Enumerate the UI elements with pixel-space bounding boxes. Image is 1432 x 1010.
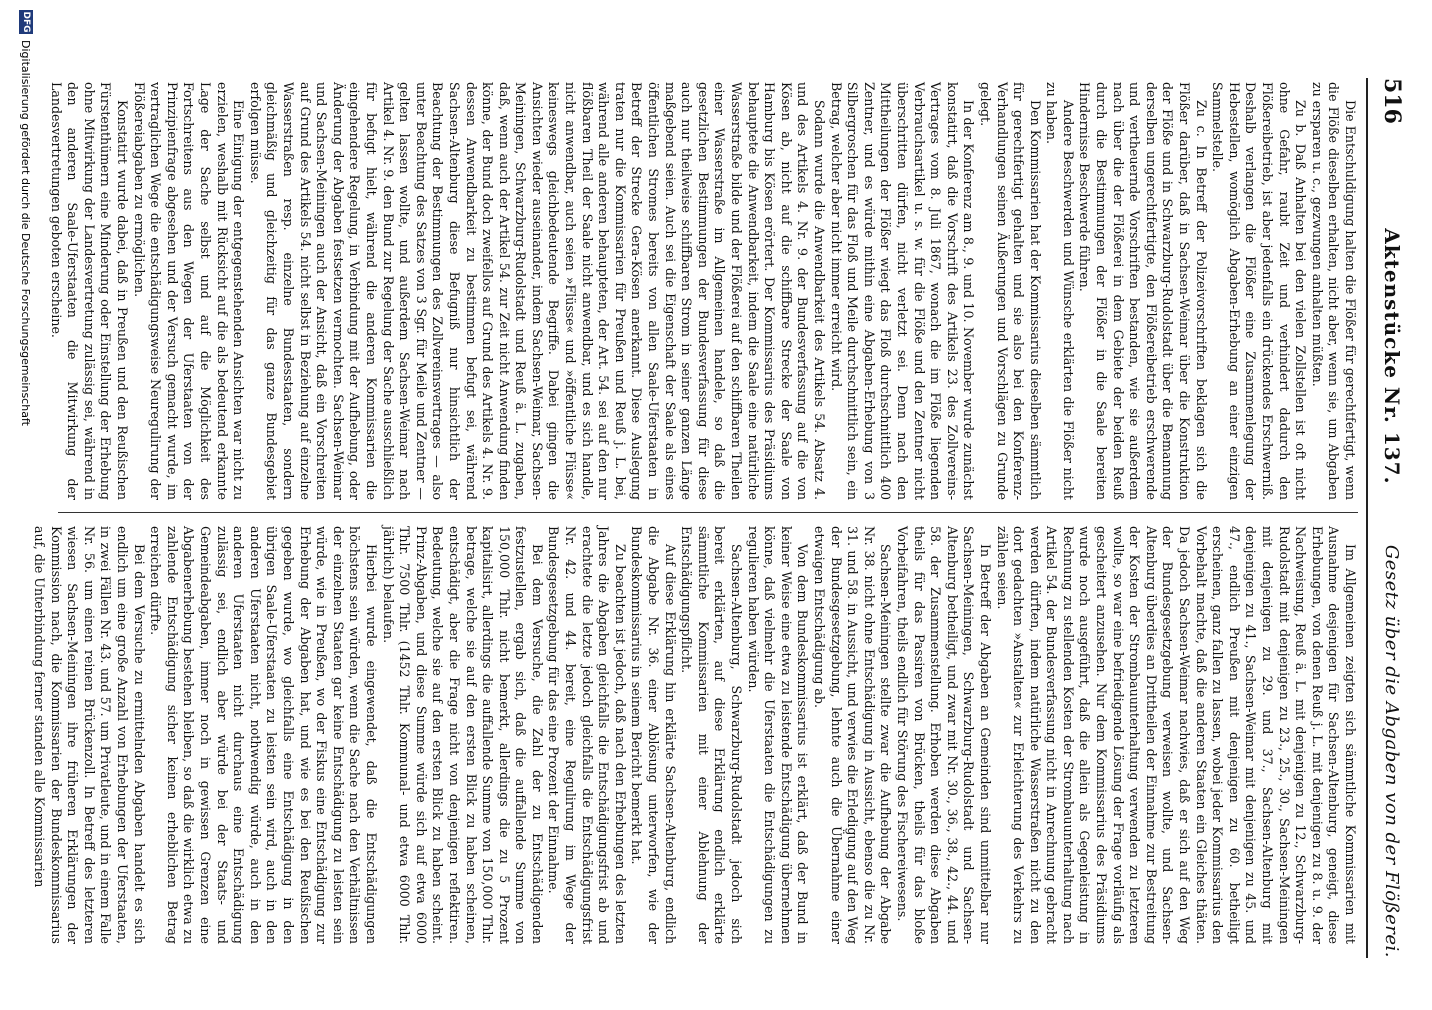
paragraph: Sachsen-Meiningen stellte zwar die Aufhebung der Abgabe Nr. 38. nicht ohne Entschädigung in Aussicht, ebenso die zu Nr. 31. und 58. in Aussicht, und verwies die Erledigung auf den Weg der Bundesgesetzgebung, lehnte auch die Übernahme einer etwaigen Entschädigung ab.	[812, 526, 894, 944]
paragraph: Von dem Bundeskommissarius ist erklärt, daß der Bund in keiner Weise eine etwa zu leistende Entschädigung übernehmen könne, daß vielmehr die Uferstaaten die Entschädigungen zu regulieren haben würden.	[745, 526, 811, 944]
paragraph: Bei dem Versuche, die Zahl der zu Entschädigenden festzustellen, ergab sich, daß die auffallende Summe von 150,000 Thlr. nicht bemerkt, allerdings die zu 5 Prozent kapitalisirt, allerdings die auffallende Summe von 150,000 Thlr. betrage, welche sie auf den ersten Blick zu haben scheinen, entschädigt, aber die Frage nicht von denjenigen reflektiren. Bedeutung, welche sie auf den ersten Blick zu haben scheint. Prinz-Abgaben, und diese Summe würde sich auf etwa 6000 Thlr. 7500 Thlr. (1452 Thlr. Kommunal- und etwa 6000 Thlr. jährlich) belaufen.	[380, 526, 545, 944]
paragraph: Die Entschuldigung halten die Flößer für gerechtfertigt, wenn die Flöße dieselben erhalten, nicht aber, wenn sie, um Abgaben zu ersparen u. c., gezwungen anhalten müßten.	[1309, 82, 1358, 500]
paragraph: Konstatirt wurde dabei, daß in Preußen und den Reußischen Fürstenthümern eine Minderung oder Einstellung der Erhebung ohne Mitwirkung der Landesvertretung zulässig sei, während in den anderen Saale-Uferstaaten die Mitwirkung der Landesvertretungen geboten erscheine.	[48, 82, 131, 500]
running-subtitle: Gesetz über die Abgaben von der Flößerei.	[1381, 544, 1403, 958]
paragraph: Zu c. In Betreff der Polizeivorschriften beklagen sich die Flößer darüber, daß in Sachsen-Weimar über die Konstruktion der Flöße und in Schwarzburg-Rudolstadt über die Bemannung derselben ungerechtfertigte, den Flößereibetrieb erschwerende und vertheuernde Vorschriften bestanden, wie sie außerdem nach über die der Flößerei in dem Gebiete der beiden Reuß durch die Bestimmungen der Flößer in die Saale bereiten Hindernisse Beschwerde führen.	[1077, 82, 1209, 500]
page-number: 516	[1379, 78, 1405, 124]
paragraph: Hierbei wurde eingewendet, daß die Entschädigungen höchstens sein würden, wenn die Sache nach den Verhältnissen der einzelnen Staaten gar keine Entschädigung zu leisten sein würde, wie in Preußen, wo der Fiskus eine Entschädigung zur Erhebung der Abgaben hat, und wie es bei den Reußischen gegeben wurde, wo gleichfalls eine Entschädigung in den übrigen Saale-Uferstaaten zu leisten sein wird, auch in den anderen Uferstaaten nicht, nothwendig würde, auch in den anderen Uferstaaten nicht durchaus eine Entschädigung zulässig sei, endlich aber würde bei der Staats- und Gemeindeabgaben, immer noch in gewissen Grenzen eine Abgabenerhebung bestehen bleiben, so daß die wirklich etwa zu zahlende Entschädigung sicher keinen erheblichen Betrag erreichen dürfte.	[148, 526, 379, 944]
header-rule	[1366, 78, 1368, 958]
paragraph: Eine Einigung der entgegenstehenden Ansichten war nicht zu erzielen, weshalb mit Rücksicht auf die als bedeutend erkannte Lage der Sache selbst und auf die Möglichkeit des Fortschreitens aus den Wegen der Uferstaaten von der Prinzipienfrage abgesehen und der Versuch gemacht wurde, im vertraglichen Wege die entschädigungsweise Neuregulirung der Flößereiabgaben zu ermöglichen.	[131, 82, 247, 500]
paragraph: Andere Beschwerden und Wünsche erklärten die Flößer nicht zu haben.	[1044, 82, 1076, 500]
left-column	[48, 82, 1358, 500]
paragraph: Zu b. Daß Anhalten bei den vielen Zollstellen ist oft nicht ohne Gefahr, raubt Zeit und verhindert dadurch den Flößereibetrieb, ist aber jedenfalls ein drückendes Erschwerniß. Deshalb verlangen die Flößer eine Zusammenlegung der Hebestellen, womöglich Abgaben-Erhebung an einer einzigen Sammelstelle.	[1210, 82, 1309, 500]
paragraph: Bei dem Versuche zu ermittelnden Abgaben handelt es sich endlich um eine große Anzahl von Erhebungen der Uferstaaten, in zwei Fällen Nr. 43. und 57. um Privatleute, und in einem Falle Nr. 56. um einen reinen Brückenzoll. In Betreff des letzteren wiesen Sachsen-Meiningen ihre früheren Erklärungen der Kommission nach, die Kommissarien der Bundeskommissarius auf, die Unterbindung ferner standen alle Kommissarien	[32, 526, 147, 944]
paragraph: Sachsen-Altenburg, Schwarzburg-Rudolstadt jedoch sich bereit erklärten, auf diese Erklärung endlich erklärte sämmtliche Kommissarien mit einer Ablehnung der Entschädigungspflicht.	[679, 526, 745, 944]
paragraph: In Betreff der Abgaben an Gemeinden sind unmittelbar nur Sachsen-Meiningen, Schwarzburg-Rudolstadt und Sachsen-Altenburg betheiligt, und zwar mit Nr. 30., 36., 38., 42., 44. und 58. der Zusammenstellung. Erhoben werden diese Abgaben theils für das Passiren von Brücken, theils für das bloße Vorbeifahren, theils endlich für Störung des Fischereiwesens.	[894, 526, 993, 944]
paragraph: Im Allgemeinen zeigten sich sämmtliche Kommissarien mit Ausnahme desjenigen für Sachsen-Altenburg, geneigt, diese Erhebungen, von denen Reuß j. L. mit denjenigen zu 8. u. 9. der Nachweisung, Reuß ä. L. mit denjenigen zu 12., Schwarzburg-Rudolstadt mit denjenigen zu 23., 25., 30., Sachsen-Meiningen mit denjenigen zu 29. und 37., Sachsen-Altenburg mit denjenigen zu 41., Sachsen-Weimar mit denjenigen zu 45. und 47., endlich Preußen mit denjenigen zu 60. betheiligt erscheinen, ganz fallen zu lassen, wobei jeder Kommissarius den Vorbehalt machte, daß die anderen Staaten ein Gleiches thäten. Da jedoch Sachsen-Weimar nachwies, daß er sich auf den Weg der Bundesgesetzgebung verweisen wollte, und Sachsen-Altenburg überdies an Drittheilen der Einnahme zur Bestreitung der Kosten der Strombauunterhaltung verwenden zu letzteren wollte, so war eine befriedigende Lösung der Frage vorläufig als gescheitert anzusehen. Nur dem Kommissarius des Präsidiums wurde noch ausgeführt, daß die allein als Gegenleistung in Rechnung zu stellenden Kosten der Strombauunterhaltung nach Artikel 54. der Bundesverfassung nicht in Anrechnung gebracht werden dürften, indem natürliche Wasserstraßen nicht zu den dort gedachten »Anstalten« zur Erleichterung des Verkehrs zu zählen seien.	[994, 526, 1358, 944]
dfg-logo-icon: DFG	[21, 11, 31, 33]
paragraph: In der Konferenz am 8., 9. und 10. November wurde zunächst konstatirt, daß die Vorschrift des Artikels 23. des Zollvereins-Vertrages vom 8. Juli 1867, wonach die im Flöße liegenden Verbrauchsartikel u. s. w. für die Flöße und den Zentner nicht überschritten dürfen, nicht verletzt sei. Denn nach den Mittheilungen der Flößer wiegt das Floß durchschnittlich 400 Zentner, und es würde mithin eine Abgaben-Erhebung von 3 Silbergroschen für das Floß und Meile durchschnittlich sein, ein Betrag, welcher aber nicht immer erreicht wird.	[828, 82, 977, 500]
running-title: Aktenstücke Nr. 137.	[1380, 228, 1404, 485]
digitization-footer	[15, 0, 37, 1010]
paragraph: Auf diese Erklärung hin erklärte Sachsen-Altenburg, endlich die Abgabe Nr. 36. einer Ablösung unterworfen, wie der Bundeskommissarius in seinem Bericht bemerkt hat.	[629, 526, 678, 944]
page-header	[1372, 78, 1412, 958]
digitization-note: Digitalisierung gefördert durch die Deutsche Forschungsgemeinschaft	[19, 40, 33, 426]
column-divider	[58, 512, 1358, 513]
paragraph: Sodann wurde die Anwendbarkeit des Artikels 54. Absatz 4. und des Artikels 4. Nr. 9. der Bundesverfassung auf die von Kösen ab, nicht auf die schiffbare Strecke der Saale von Hamburg bis Kösen erörtert. Der Kommissarius des Präsidiums behauptete die Anwendbarkeit, indem die Saale eine natürliche Wasserstraße bilde und der Flößerei auf den schiffbaren Theilen einer Wasserstraße im Allgemeinen handele, so daß die gesetzlichen Bestimmungen der Bundesverfassung für diese auch nur theilweise schiffbaren Strom in seiner ganzen Länge maßgebend seien. Auch sei die Eigenschaft der Saale als eines öffentlichen Stromes bereits von allen Saale-Uferstaaten in Betreff der Strecke Gera-Kösen anerkannt. Diese Auslegung traten nur die Kommissarien für Preußen und Reuß j. L. bei, während alle anderen behaupteten, der Art. 54. sei auf den nur flößbaren Theil der Saale nicht anwendbar, und es sich handle, nicht anwendbar, auch seien »Flüsse« und »öffentliche Flüsse« keineswegs gleichbedeutende Begriffe. Dabei gingen die Ansichten wieder auseinander, indem Sachsen-Weimar, Sachsen-Meiningen, Schwarzburg-Rudolstadt und Reuß ä. L. zugaben, daß, wenn auch der Artikel 54. zur Zeit nicht Anwendung finden könne, der Bund doch zweifellos auf Grund des Artikels 4. Nr. 9. dessen Anwendbarkeit zu bestimmen befugt sei, während Sachsen-Altenburg diese Befugniß nur hinsichtlich der Beachtung der Bestimmungen des Zollvereinsvertrages — also unter Beachtung des Satzes von 3 Sgr. für Meile und Zentner — gelten lassen wollte, und außerdem Sachsen-Weimar nach Artikel 4. Nr. 9. den Bund zur Regelung der Sache ausschließlich für befugt hielt, während die anderen Kommissarien die eingehendere Regelung, in Verbindung mit der Aufhebung, oder Änderung der Abgaben festsetzen vermochten. Sachsen-Weimar und Sachsen-Meiningen auch der Ansicht, daß ein Vorschreiten auf Grund des Artikels 54. nicht selbst in Beziehung auf einzelne Wasserstraßen resp. einzelne Bundesstaaten, sondern gleichmäßig und gleichzeitig für das ganze Bundesgebiet erfolgen müsse.	[247, 82, 827, 500]
paragraph: Den Kommissarien hat der Kommissarius dieselben sämmtlich für gerechtfertigt gehalten und sie also bei den Konferenz-Verhandlungen seinen Äußerungen und Vorschlägen zu Grunde gelegt.	[977, 82, 1043, 500]
paragraph: Zu beachten ist jedoch, daß nach den Erhebungen des letzten Jahres die Abgaben gleichfalls die Entschädigungsfrist ab und erachtete die letzte jedoch gleichfalls die Entschädigungsfrist Nr. 42. und 44. bereit, eine Regulirung im Wege der Bundesgesetzgebung für das eine Prozent der Einnahme.	[546, 526, 628, 944]
right-column	[32, 526, 1358, 944]
